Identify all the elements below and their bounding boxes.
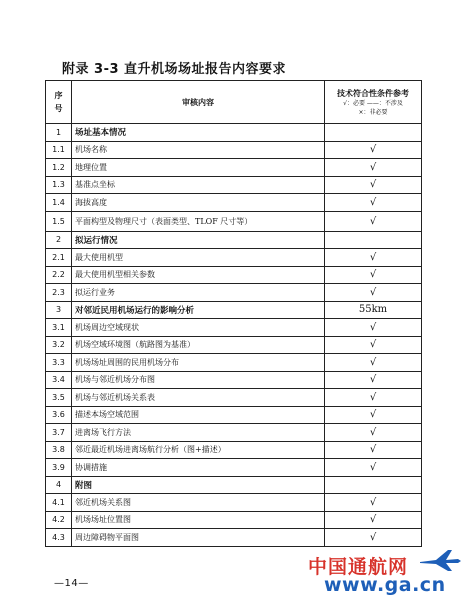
row-number: 4 (46, 476, 72, 494)
header-reference (325, 81, 422, 124)
table-row (46, 459, 422, 477)
table-row (46, 406, 422, 424)
section-heading: 附图 (72, 476, 325, 494)
row-content: 机场与邻近机场关系表 (72, 389, 325, 407)
row-mark: √ (325, 406, 422, 424)
requirements-table (45, 80, 422, 547)
row-content: 进离场飞行方法 (72, 424, 325, 442)
row-content: 平面构型及物理尺寸（表面类型、TLOF 尺寸等） (72, 211, 325, 231)
table-row (46, 211, 422, 231)
row-number: 4.2 (46, 511, 72, 529)
header-number: 序 号 (46, 81, 72, 124)
row-number: 1.1 (46, 141, 72, 159)
row-mark: √ (325, 424, 422, 442)
row-mark: √ (325, 141, 422, 159)
table-row (46, 424, 422, 442)
watermark-brand: 中国通航网 (308, 556, 409, 578)
row-content: 地理位置 (72, 159, 325, 177)
page-number: —14— (54, 578, 89, 589)
row-content: 协调措施 (72, 459, 325, 477)
row-number: 4.3 (46, 529, 72, 547)
row-number: 1 (46, 124, 72, 142)
header-reference-legend: √：必要 ——：不涉及 (343, 99, 403, 107)
section-heading: 对邻近民用机场运行的影响分析 (72, 301, 325, 319)
table-row (46, 266, 422, 284)
row-number: 3.6 (46, 406, 72, 424)
row-mark: √ (325, 511, 422, 529)
row-mark: √ (325, 389, 422, 407)
row-number: 1.4 (46, 194, 72, 212)
table-row (46, 336, 422, 354)
row-number: 3.2 (46, 336, 72, 354)
section-heading: 拟运行情况 (72, 231, 325, 249)
row-number: 2 (46, 231, 72, 249)
row-content: 机场与邻近机场分布图 (72, 371, 325, 389)
header-reference-title: 技术符合性条件参考 (337, 88, 409, 98)
row-mark: √ (325, 319, 422, 337)
row-mark: √ (325, 459, 422, 477)
table-row (46, 159, 422, 177)
row-content: 邻近最近机场进离场航行分析（图+描述） (72, 441, 325, 459)
table-row (46, 249, 422, 267)
row-mark: √ (325, 371, 422, 389)
row-number: 1.3 (46, 176, 72, 194)
row-content: 机场场址位置图 (72, 511, 325, 529)
row-number: 2.2 (46, 266, 72, 284)
table-row (46, 389, 422, 407)
table-row (46, 354, 422, 372)
row-mark: √ (325, 159, 422, 177)
watermark-logo (300, 548, 462, 600)
watermark-url: www.ga.cn (324, 574, 446, 596)
row-number: 2.3 (46, 284, 72, 302)
page-title: 附录 3-3 直升机场场址报告内容要求 (62, 62, 287, 77)
row-mark: √ (325, 529, 422, 547)
row-mark: √ (325, 211, 422, 231)
row-mark: √ (325, 494, 422, 512)
row-number: 3.9 (46, 459, 72, 477)
table-header-row (46, 81, 422, 124)
table-row (46, 511, 422, 529)
section-heading: 场址基本情况 (72, 124, 325, 142)
row-number: 3 (46, 301, 72, 319)
row-number: 2.1 (46, 249, 72, 267)
row-mark: √ (325, 354, 422, 372)
row-number: 3.7 (46, 424, 72, 442)
row-content: 邻近机场关系图 (72, 494, 325, 512)
row-number: 3.8 (46, 441, 72, 459)
table-row (46, 284, 422, 302)
row-content: 最大使用机型 (72, 249, 325, 267)
row-content: 机场周边空域现状 (72, 319, 325, 337)
row-number: 3.1 (46, 319, 72, 337)
table-row (46, 124, 422, 142)
row-content: 海拔高度 (72, 194, 325, 212)
table-row (46, 231, 422, 249)
table-row (46, 141, 422, 159)
table-row (46, 371, 422, 389)
row-content: 周边障碍物平面图 (72, 529, 325, 547)
row-number: 3.5 (46, 389, 72, 407)
row-mark: √ (325, 266, 422, 284)
airplane-icon (418, 548, 462, 572)
row-content: 最大使用机型相关参数 (72, 266, 325, 284)
row-mark: √ (325, 441, 422, 459)
table-row (46, 194, 422, 212)
row-mark (325, 124, 422, 142)
header-content: 审核内容 (72, 81, 325, 124)
row-content: 拟运行业务 (72, 284, 325, 302)
row-mark: √ (325, 284, 422, 302)
header-reference-legend-2: ×：非必要 (358, 108, 388, 116)
table-row (46, 529, 422, 547)
row-content: 机场空域环境图（航路图为基准） (72, 336, 325, 354)
row-number: 1.5 (46, 211, 72, 231)
row-content: 机场场址周围的民用机场分布 (72, 354, 325, 372)
table-row (46, 176, 422, 194)
row-mark (325, 231, 422, 249)
table-row (46, 494, 422, 512)
row-content: 机场名称 (72, 141, 325, 159)
row-mark: √ (325, 194, 422, 212)
table-row (46, 441, 422, 459)
row-mark: √ (325, 176, 422, 194)
table-row (46, 476, 422, 494)
table-row (46, 319, 422, 337)
row-number: 3.4 (46, 371, 72, 389)
row-mark: 55km (325, 301, 422, 319)
row-mark (325, 476, 422, 494)
row-mark: √ (325, 336, 422, 354)
row-content: 基准点坐标 (72, 176, 325, 194)
row-number: 1.2 (46, 159, 72, 177)
row-content: 描述本场空域范围 (72, 406, 325, 424)
row-mark: √ (325, 249, 422, 267)
row-number: 3.3 (46, 354, 72, 372)
table-row (46, 301, 422, 319)
row-number: 4.1 (46, 494, 72, 512)
